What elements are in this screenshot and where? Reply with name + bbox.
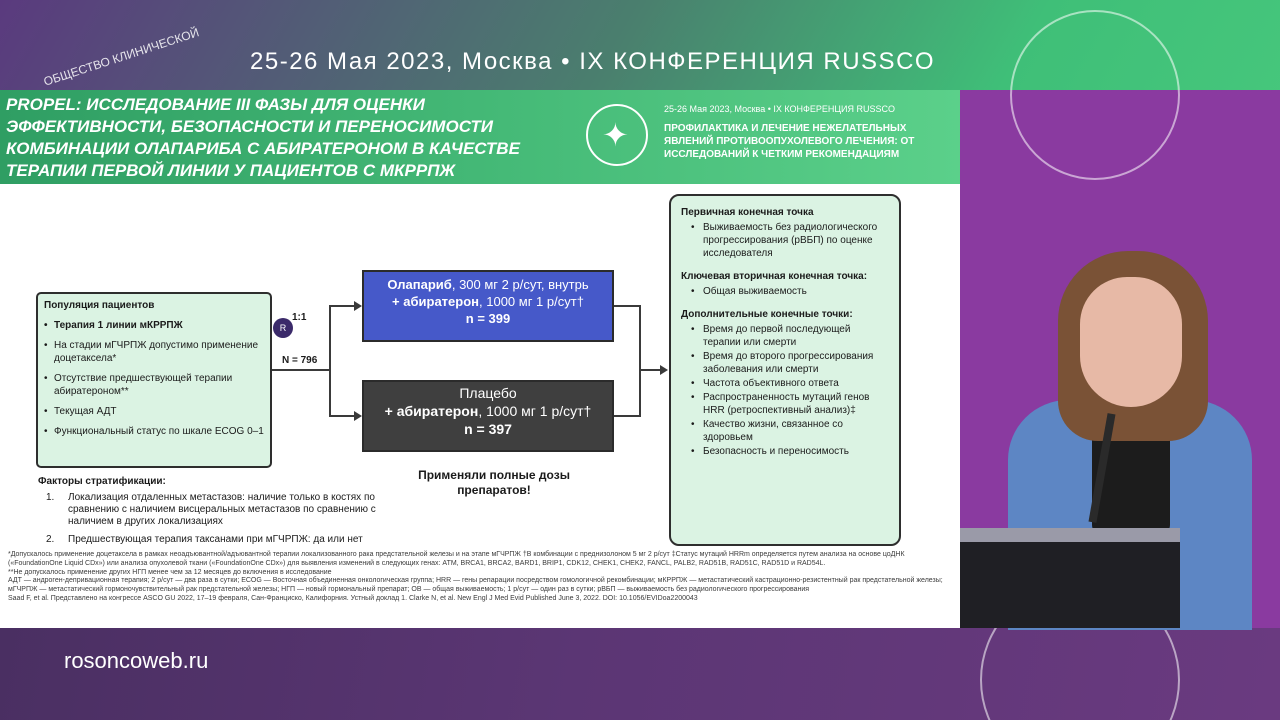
arm-placebo xyxy=(362,380,614,452)
endpoint-item: • Распространенность мутаций генов HRR (ретроспективный анализ)‡ xyxy=(681,391,889,417)
stratification-text: Локализация отдаленных метастазов: наличие только в костях по сравнению с наличием висцеральных метастазов по сравнению с наличием в других локализациях xyxy=(68,492,376,527)
arm-b-drug: Плацебо xyxy=(459,385,517,401)
population-item: • На стадии мГЧРПЖ допустимо применение доцетаксела* xyxy=(44,339,264,365)
footnote: *Допускалось применение доцетаксела в рамках неоадъювантной/адъювантной терапии локализованного рака предстательной железы и на этапе мГЧРПЖ †В комбинации с преднизолоном 5 мг 2 р/сут ‡Статус мутаций HRRm определяется путем анализа на основе цоДНК («FoundationOne Liquid CDx») или анализа опухолевой ткани («FoundationOne CDx») для выявления изменений в следующих генах: ATM, BRCA1, BRCA2, BARD1, BRIP1, CDK12, CHEK1, CHEK2, FANCL, PALB2, RAD51B, RAD51C, RAD51D и RAD54L. xyxy=(8,551,905,567)
arm-a-n: n = 399 xyxy=(465,311,511,326)
stratification-title: Факторы стратификации: xyxy=(38,476,166,487)
conference-title: ПРОФИЛАКТИКА И ЛЕЧЕНИЕ НЕЖЕЛАТЕЛЬНЫХ ЯВЛЕНИЙ ПРОТИВООПУХОЛЕВОГО ЛЕЧЕНИЯ: ОТ ИССЛЕДОВАНИЙ К ЧЕТКИМ РЕКОМЕНДАЦИЯМ xyxy=(664,123,915,160)
arm-b-dose2: , 1000 мг 1 р/сут† xyxy=(478,403,592,419)
endpoint-item: • Безопасность и переносимость xyxy=(681,445,889,458)
speaker-face xyxy=(1080,277,1182,407)
conference-line: 25-26 Мая 2023, Москва • IX КОНФЕРЕНЦИЯ RUSSCO xyxy=(664,104,896,114)
population-item: • Терапия 1 линии мКРРПЖ xyxy=(44,319,264,332)
connector-line xyxy=(639,369,661,371)
population-item: • Отсутствие предшествующей терапии абиратероном** xyxy=(44,372,264,398)
lectern-top xyxy=(960,528,1180,542)
slide-header xyxy=(0,90,960,184)
population-item: • Текущая АДТ xyxy=(44,405,264,418)
slide xyxy=(0,90,960,628)
population-item: • Функциональный статус по шкале ECOG 0–1 xyxy=(44,425,264,438)
arm-a-plus: + абиратерон xyxy=(392,294,480,309)
slide-title: PROPEL: ИССЛЕДОВАНИЕ III ФАЗЫ ДЛЯ ОЦЕНКИ ЭФФЕКТИВНОСТИ, БЕЗОПАСНОСТИ И ПЕРЕНОСИМОСТИ КОМБИНАЦИИ ОЛАПАРИБА С АБИРАТЕРОНОМ В КАЧЕСТВЕ ТЕРАПИИ ПЕРВОЙ ЛИНИИ У ПАЦИЕНТОВ С МКРРПЖ xyxy=(6,95,520,180)
arm-a-drug: Олапариб xyxy=(387,277,452,292)
russco-logo xyxy=(586,104,648,166)
footnote: Saad F, et al. Представлено на конгрессе ASCO GU 2022, 17–19 февраля, Сан-Франциско, Калифорния. Устный доклад 1. Clarke N, et al. New Engl J Med Evid Published June 3, 2022. DOI: 10.1056/EVIDoa2200043 xyxy=(8,594,698,602)
connector-line xyxy=(639,305,641,417)
full-dose-note: Применяли полные дозы препаратов! xyxy=(418,468,570,497)
total-n-label: N = 796 xyxy=(282,355,318,366)
randomization-ratio: 1:1 xyxy=(292,312,307,323)
connector-line xyxy=(329,415,355,417)
connector-line xyxy=(329,305,331,417)
arrow-icon xyxy=(354,301,362,311)
star-icon: ✦ xyxy=(602,117,629,153)
additional-endpoints-title: Дополнительные конечные точки: xyxy=(681,309,853,320)
endpoint-item: • Частота объективного ответа xyxy=(681,377,889,390)
endpoints-box xyxy=(669,194,901,546)
site-url[interactable]: rosoncoweb.ru xyxy=(64,648,209,673)
arm-a-dose2: , 1000 мг 1 р/сут† xyxy=(479,294,584,309)
connector-line xyxy=(614,415,640,417)
endpoint-item: • Время до первой последующей терапии или смерти xyxy=(681,323,889,349)
connector-line xyxy=(329,305,355,307)
society-arc-text: ОБЩЕСТВО КЛИНИЧЕСКОЙ xyxy=(41,25,201,89)
stratification-number: 1. xyxy=(46,492,55,503)
footnotes xyxy=(8,551,952,604)
arm-b-plus: + абиратерон xyxy=(384,403,479,419)
endpoint-item: • Время до второго прогрессирования заболевания или смерти xyxy=(681,350,889,376)
footnote: **Не допускалось применение других НГП менее чем за 12 месяцев до включения в исследование xyxy=(8,568,332,576)
stratification xyxy=(38,476,418,552)
lectern xyxy=(960,528,1180,628)
arrow-icon xyxy=(660,365,668,375)
population-title: Популяция пациентов xyxy=(44,300,155,311)
stratification-text: Предшествующая терапия таксанами при мГЧРПЖ: да или нет xyxy=(68,534,363,545)
arm-olaparib xyxy=(362,270,614,342)
endpoint-item: • Общая выживаемость xyxy=(681,285,889,298)
arm-a-dose: , 300 мг 2 р/сут, внутрь xyxy=(451,277,589,292)
stratification-item xyxy=(38,492,418,528)
secondary-endpoint-title: Ключевая вторичная конечная точка: xyxy=(681,271,868,282)
population-box xyxy=(36,292,272,468)
endpoint-item: • Качество жизни, связанное со здоровьем xyxy=(681,418,889,444)
endpoint-item: • Выживаемость без радиологического прогрессирования (рВБП) по оценке исследователя xyxy=(681,221,889,260)
stratification-item xyxy=(38,534,418,546)
arrow-icon xyxy=(354,411,362,421)
stratification-number: 2. xyxy=(46,534,55,545)
randomization-icon: R xyxy=(273,318,293,338)
connector-line xyxy=(272,369,330,371)
primary-endpoint-title: Первичная конечная точка xyxy=(681,207,814,218)
decor-ring xyxy=(1010,10,1180,180)
arm-b-n: n = 397 xyxy=(464,421,512,437)
connector-line xyxy=(614,305,640,307)
conference-banner: 25-26 Мая 2023, Москва • IX КОНФЕРЕНЦИЯ RUSSCO xyxy=(250,48,936,75)
footnote: АДТ — андроген-депривационная терапия; 2 р/сут — два раза в сутки; ECOG — Восточная объединенная онкологическая группа; HRR — гены репарации посредством гомологичной рекомбинации; мКРРПЖ — метастатический кастрационно-резистентный рак предстательной железы; мГЧРПЖ — метастатический гормоночувствительный рак предстательной железы; НГП — новый гормональный препарат; ОВ — общая выживаемость; 1 р/сут — один раз в сутки; рВБП — выживаемость без радиологического прогрессирования xyxy=(8,577,943,594)
